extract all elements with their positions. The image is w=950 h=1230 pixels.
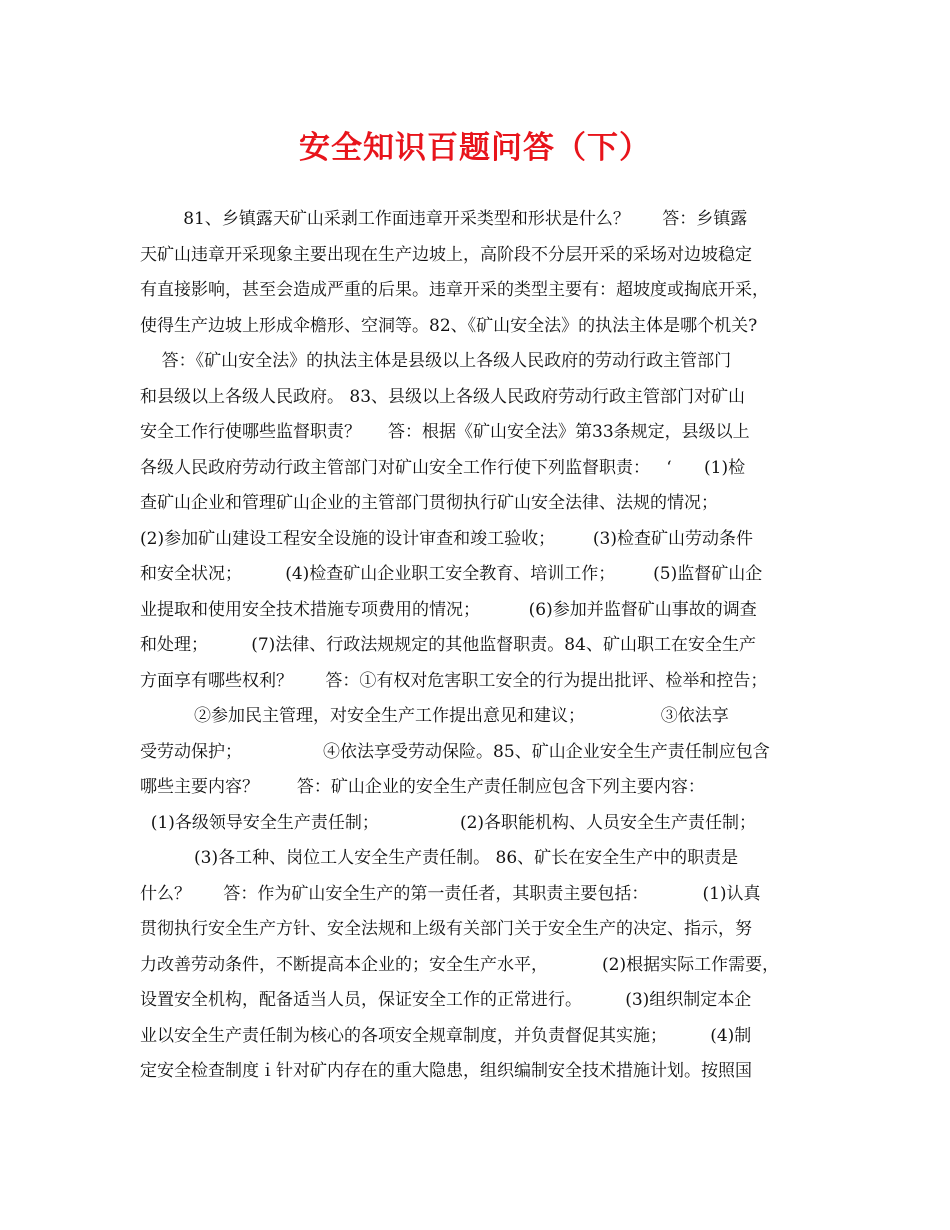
text-line: 贯彻执行安全生产方针、安全法规和上级有关部门关于安全生产的决定、指示，努: [140, 919, 752, 939]
text-line: 力改善劳动条件，不断提高本企业的；安全生产水平， (2)根据实际工作需要，: [140, 954, 780, 975]
text-line: 受劳动保护； ④依法享受劳动保险。85、矿山企业安全生产责任制应包含: [140, 741, 770, 762]
text-line: 业提取和使用安全技术措施专项费用的情况； (6)参加并监督矿山事故的调查: [140, 599, 757, 620]
text-line: 查矿山企业和管理矿山企业的主管部门贯彻执行矿山安全法律、法规的情况；: [140, 493, 718, 513]
text-line: ②参加民主管理，对安全生产工作提出意见和建议； ③依法享: [140, 706, 729, 726]
text-line: 方面享有哪些权利？ 答：①有权对危害职工安全的行为提出批评、检举和控告；: [140, 670, 768, 691]
text-line: 设置安全机构，配备适当人员，保证安全工作的正常进行。 (3)组织制定本企: [140, 990, 752, 1010]
text-line: 安全工作行使哪些监督职责？ 答：根据《矿山安全法》第33条规定，县级以上: [140, 422, 750, 442]
text-line: 天矿山违章开采现象主要出现在生产边坡上，高阶段不分层开采的采场对边坡稳定: [140, 244, 752, 265]
text-line: 各级人民政府劳动行政主管部门对矿山安全工作行使下列监督职责： ‘ (1)检: [140, 457, 746, 478]
text-line: 定安全检查制度ｉ针对矿内存在的重大隐患，组织编制安全技术措施计划。按照国: [140, 1061, 752, 1081]
document-title: 安全知识百题问答（下）: [299, 130, 651, 166]
text-line: (2)参加矿山建设工程安全设施的设计审查和竣工验收； (3)检查矿山劳动条件: [140, 528, 753, 549]
text-line: 哪些主要内容？ 答：矿山企业的安全生产责任制应包含下列主要内容：: [140, 777, 705, 797]
text-line: 使得生产边坡上形成伞檐形、空洞等。82、《矿山安全法》的执法主体是哪个机关?: [140, 315, 758, 336]
text-line: 有直接影响，甚至会造成严重的后果。违章开采的类型主要有：超坡度或掏底开采，: [140, 280, 769, 300]
text-line: (3)各工种、岗位工人安全生产责任制。 86、矿长在安全生产中的职责是: [140, 848, 739, 868]
text-line: 和安全状况； (4)检查矿山企业职工安全教育、培训工作； (5)监督矿山企: [140, 564, 763, 584]
text-line: 答：《矿山安全法》的执法主体是县级以上各级人民政府的劳动行政主管部门: [140, 351, 732, 371]
text-line: 81、乡镇露天矿山采剥工作面违章开采类型和形状是什么？ 答：乡镇露: [140, 209, 748, 229]
text-line: 业以安全生产责任制为核心的各项安全规章制度，并负责督促其实施； (4)制: [140, 1025, 752, 1046]
text-line: 什么？ 答：作为矿山安全生产的第一责任者，其职责主要包括： (1)认真: [140, 883, 761, 904]
text-line: (1)各级领导安全生产责任制； (2)各职能机构、人员安全生产责任制；: [140, 812, 757, 833]
text-line: 和处理； (7)法律、行政法规规定的其他监督职责。84、矿山职工在安全生产: [140, 635, 756, 655]
document-body: [140, 202, 820, 1090]
text-line: 和县级以上各级人民政府。 83、县级以上各级人民政府劳动行政主管部门对矿山: [140, 386, 746, 407]
